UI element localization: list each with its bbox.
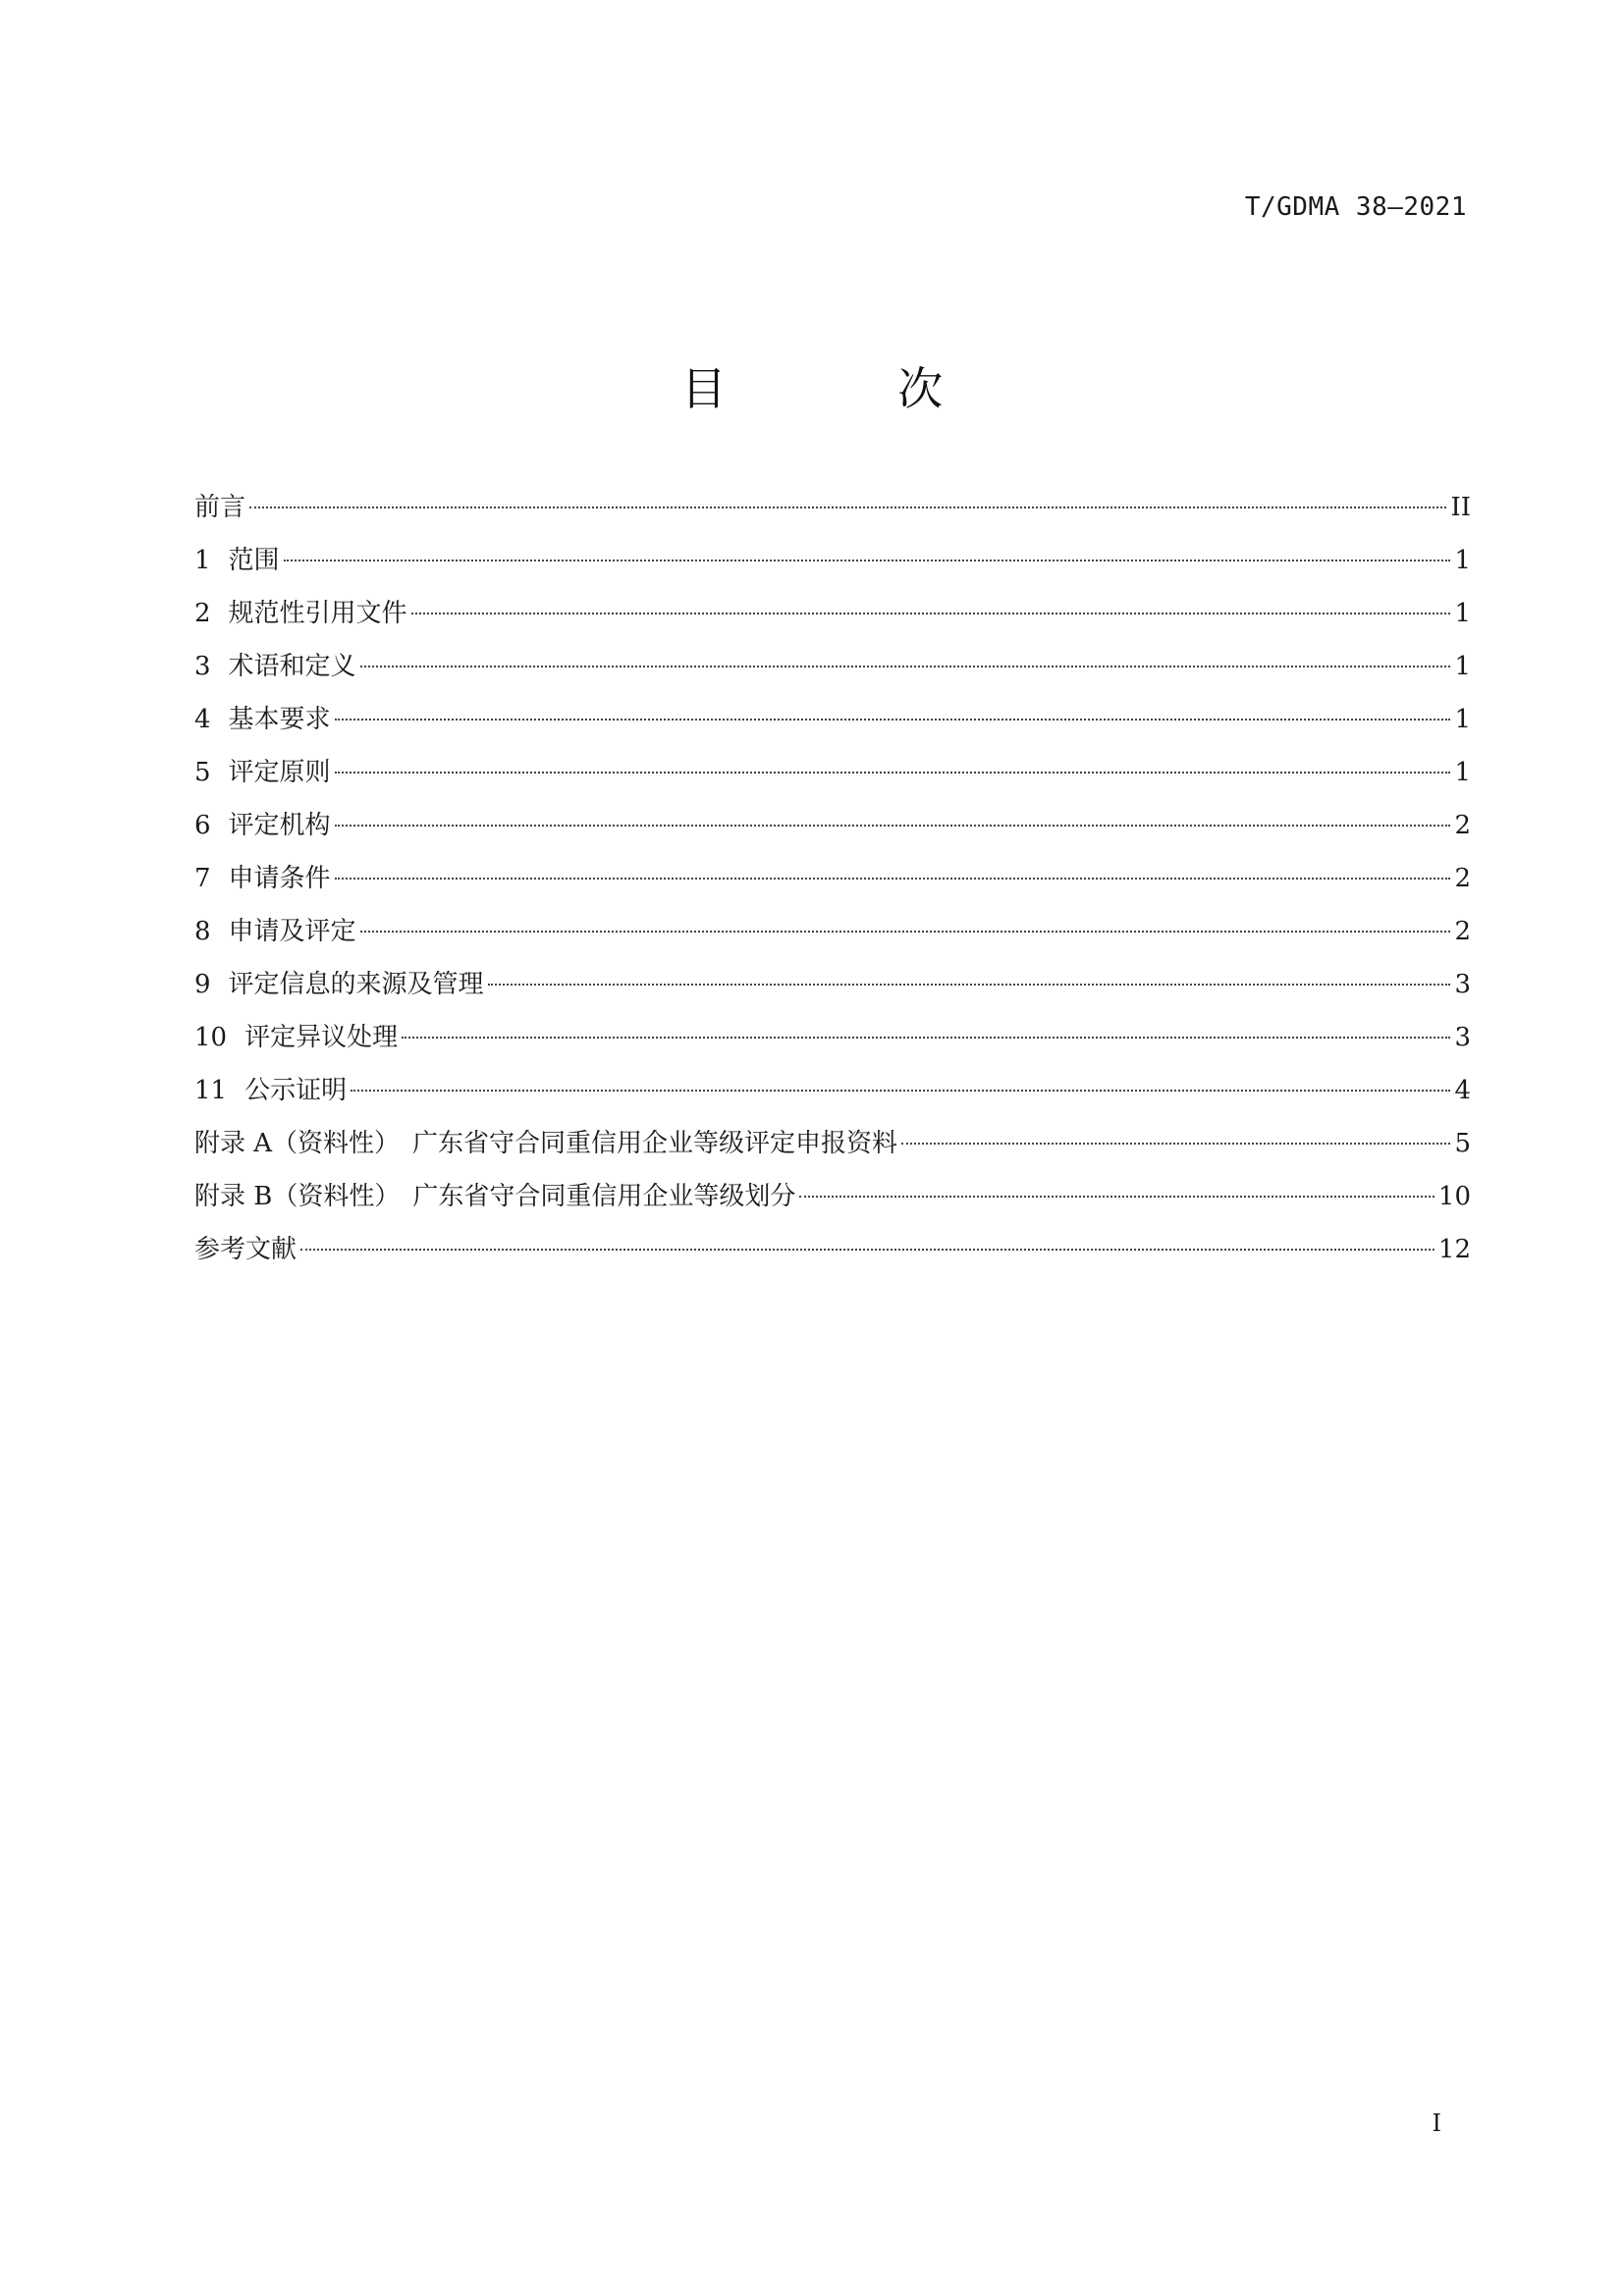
toc-entry-page: II	[1450, 493, 1471, 522]
toc-entry-institution[interactable]	[194, 799, 1471, 852]
toc-entry-number: 6	[194, 811, 211, 840]
toc-entry-page: 10	[1437, 1182, 1471, 1211]
toc-entry-label: 范围	[228, 546, 280, 575]
toc-entry-label: 评定信息的来源及管理	[228, 970, 484, 999]
toc-entry-number: 11	[194, 1076, 228, 1105]
toc-entry-page: 4	[1454, 1076, 1471, 1105]
toc-entry-page: 3	[1454, 970, 1471, 999]
toc-entry-principles[interactable]	[194, 746, 1471, 799]
dot-leader	[402, 1037, 1450, 1039]
dot-leader	[360, 931, 1451, 933]
toc-entry-page: 1	[1454, 705, 1471, 734]
toc-entry-page: 1	[1454, 546, 1471, 575]
toc-entry-label: 附录 B（资料性） 广东省守合同重信用企业等级划分	[194, 1182, 796, 1211]
dot-leader	[901, 1143, 1450, 1145]
toc-entry-bibliography[interactable]	[194, 1223, 1471, 1276]
dot-leader	[351, 1090, 1450, 1092]
toc-entry-number: 7	[194, 864, 211, 893]
page-number: I	[1432, 2109, 1441, 2137]
toc-entry-terms[interactable]	[194, 640, 1471, 693]
toc-entry-label: 申请条件	[228, 864, 331, 893]
toc-entry-publicity[interactable]	[194, 1064, 1471, 1117]
dot-leader	[284, 560, 1451, 561]
toc-entry-number: 4	[194, 705, 211, 734]
toc-entry-number: 3	[194, 652, 211, 681]
toc-entry-normative-references[interactable]	[194, 587, 1471, 640]
toc-entry-label: 公示证明	[244, 1076, 348, 1105]
page-title: 目 次	[680, 362, 1022, 415]
toc-entry-appendix-b[interactable]	[194, 1170, 1471, 1223]
toc-entry-label: 参考文献	[194, 1235, 298, 1264]
toc-entry-conditions[interactable]	[194, 852, 1471, 905]
toc-entry-label: 评定原则	[228, 758, 331, 787]
toc-entry-page: 5	[1454, 1129, 1471, 1158]
toc-entry-label: 基本要求	[228, 705, 331, 734]
toc-entry-label: 评定机构	[228, 811, 331, 840]
toc-entry-label: 术语和定义	[228, 652, 356, 681]
dot-leader	[335, 878, 1451, 880]
toc-entry-page: 2	[1454, 917, 1471, 946]
toc-entry-label: 附录 A（资料性） 广东省守合同重信用企业等级评定申报资料	[194, 1129, 898, 1158]
toc-entry-label: 申请及评定	[228, 917, 356, 946]
dot-leader	[488, 984, 1451, 986]
toc-entry-page: 2	[1454, 811, 1471, 840]
toc-entry-number: 10	[194, 1023, 228, 1052]
toc-entry-page: 3	[1454, 1023, 1471, 1052]
toc-entry-label: 评定异议处理	[244, 1023, 399, 1052]
dot-leader	[799, 1196, 1435, 1198]
dot-leader	[300, 1249, 1435, 1251]
toc-entry-page: 1	[1454, 758, 1471, 787]
dot-leader	[335, 772, 1451, 774]
toc-entry-basic-requirements[interactable]	[194, 693, 1471, 746]
table-of-contents	[194, 481, 1471, 1276]
toc-entry-information[interactable]	[194, 958, 1471, 1011]
toc-entry-number: 8	[194, 917, 211, 946]
toc-entry-page: 1	[1454, 599, 1471, 628]
toc-entry-label: 规范性引用文件	[228, 599, 407, 628]
document-code: T/GDMA 38—2021	[1244, 192, 1467, 222]
toc-entry-objections[interactable]	[194, 1011, 1471, 1064]
toc-entry-label: 前言	[194, 493, 246, 522]
dot-leader	[360, 666, 1451, 667]
toc-entry-page: 12	[1437, 1235, 1471, 1264]
dot-leader	[335, 825, 1451, 827]
dot-leader	[411, 613, 1451, 614]
toc-entry-foreword[interactable]	[194, 481, 1471, 534]
dot-leader	[249, 507, 1446, 508]
toc-entry-application[interactable]	[194, 905, 1471, 958]
toc-entry-scope[interactable]	[194, 534, 1471, 587]
toc-entry-page: 1	[1454, 652, 1471, 681]
toc-entry-number: 1	[194, 546, 211, 575]
toc-entry-appendix-a[interactable]	[194, 1117, 1471, 1170]
toc-entry-number: 9	[194, 970, 211, 999]
toc-entry-number: 2	[194, 599, 211, 628]
dot-leader	[335, 719, 1451, 721]
toc-entry-page: 2	[1454, 864, 1471, 893]
toc-entry-number: 5	[194, 758, 211, 787]
